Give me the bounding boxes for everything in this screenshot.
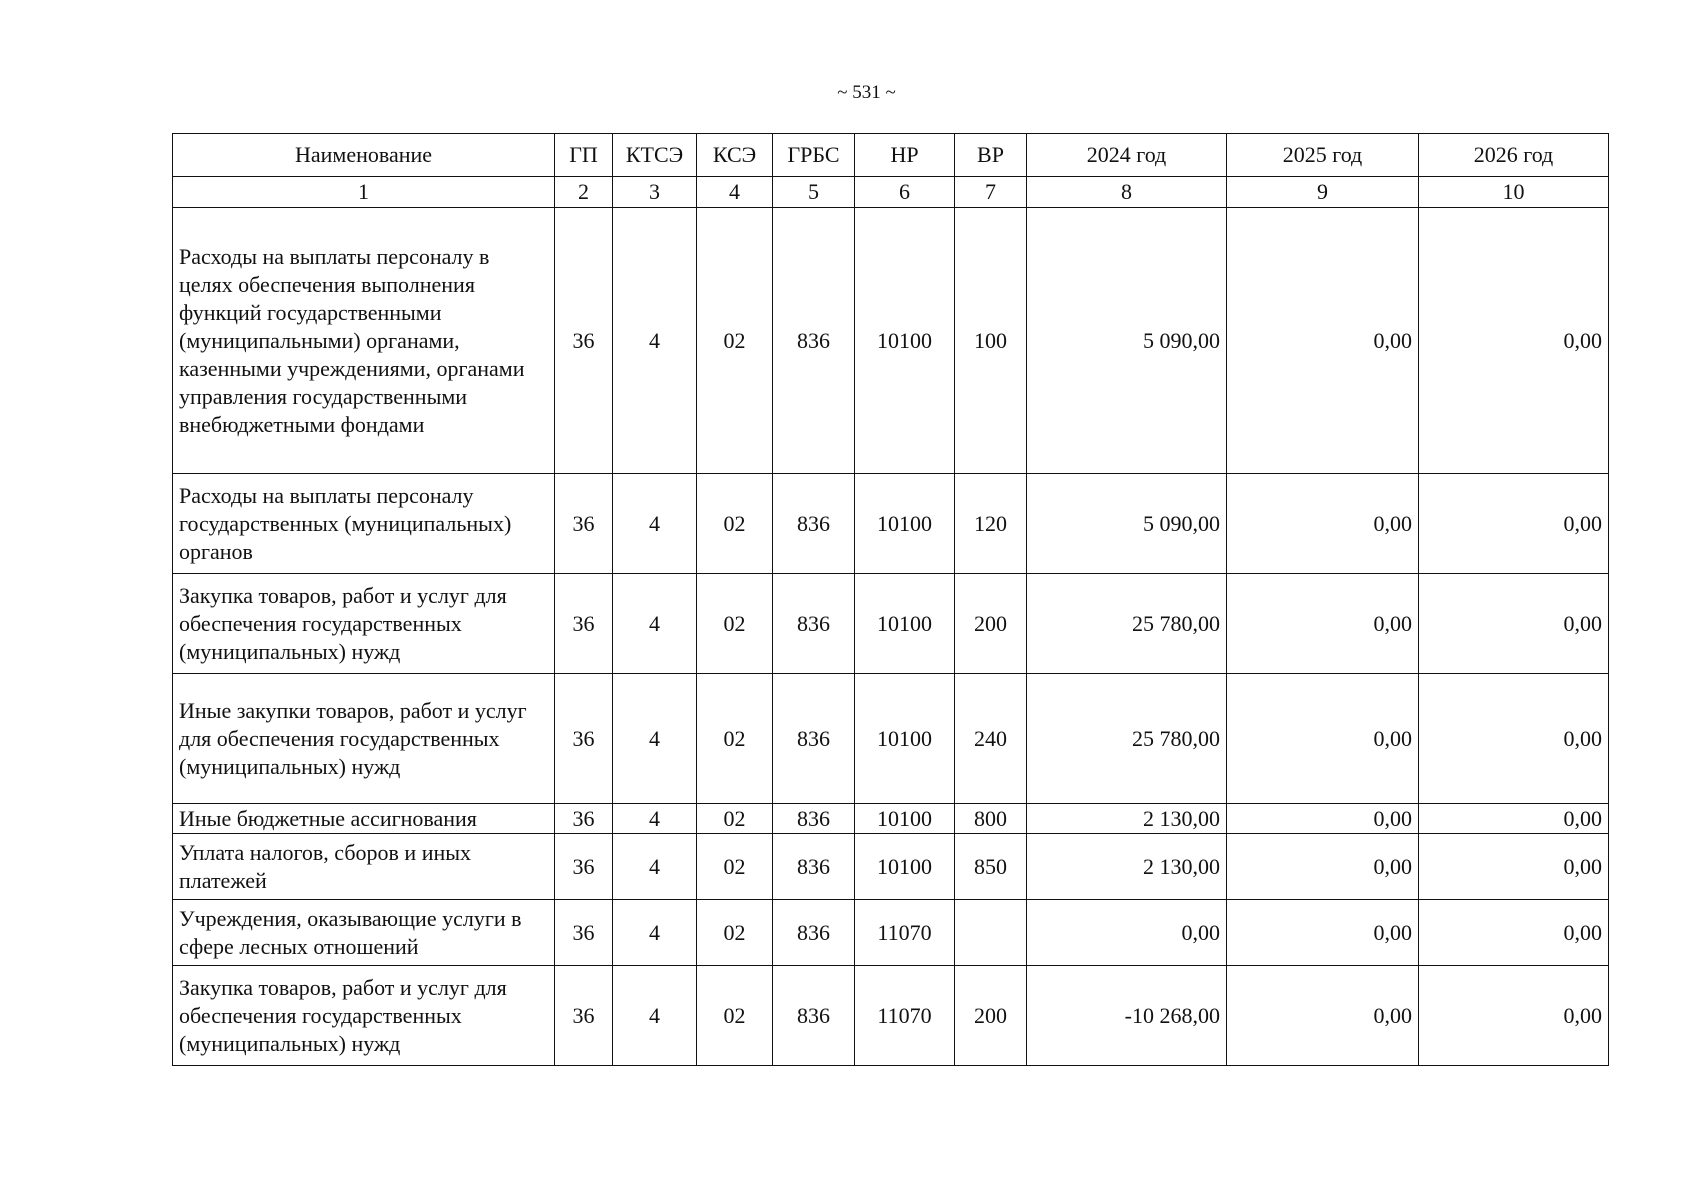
amount-2026-cell: 0,00 [1419,574,1609,674]
kse-cell: 02 [697,574,773,674]
nr-cell: 11070 [855,900,955,966]
table-row [173,208,1609,474]
vr-cell: 240 [955,674,1027,804]
vr-cell: 200 [955,574,1027,674]
ktse-cell: 4 [613,834,697,900]
amount-2025-cell: 0,00 [1227,208,1419,474]
amount-2024-cell: 5 090,00 [1027,208,1227,474]
header-ktse: КТСЭ [613,134,697,177]
amount-2026-cell: 0,00 [1419,834,1609,900]
grbs-cell: 836 [773,574,855,674]
amount-2025-cell: 0,00 [1227,804,1419,834]
vr-cell: 200 [955,966,1027,1066]
ktse-cell: 4 [613,900,697,966]
nr-cell: 10100 [855,804,955,834]
amount-2024-cell: 25 780,00 [1027,574,1227,674]
page-number: ~ 531 ~ [837,82,896,103]
vr-cell: 120 [955,474,1027,574]
row-name-cell: Расходы на выплаты персоналу в целях обеспечения выполнения функций государственными (муниципальными) органами, казенными учреждениями, органами управления государственными внебюджетными фондами [173,208,555,474]
ktse-cell: 4 [613,474,697,574]
header-grbs: ГРБС [773,134,855,177]
nr-cell: 10100 [855,574,955,674]
column-number: 6 [855,177,955,208]
amount-2024-cell: -10 268,00 [1027,966,1227,1066]
gp-cell: 36 [555,804,613,834]
table-row [173,474,1609,574]
ktse-cell: 4 [613,674,697,804]
grbs-cell: 836 [773,474,855,574]
vr-cell: 100 [955,208,1027,474]
grbs-cell: 836 [773,834,855,900]
column-number: 3 [613,177,697,208]
gp-cell: 36 [555,208,613,474]
column-number: 2 [555,177,613,208]
amount-2025-cell: 0,00 [1227,574,1419,674]
amount-2025-cell: 0,00 [1227,674,1419,804]
grbs-cell: 836 [773,674,855,804]
column-number: 10 [1419,177,1609,208]
column-number: 4 [697,177,773,208]
row-name-cell: Иные бюджетные ассигнования [173,804,555,834]
gp-cell: 36 [555,966,613,1066]
header-row [173,134,1609,177]
ktse-cell: 4 [613,208,697,474]
amount-2025-cell: 0,00 [1227,900,1419,966]
amount-2026-cell: 0,00 [1419,966,1609,1066]
amount-2026-cell: 0,00 [1419,804,1609,834]
ktse-cell: 4 [613,574,697,674]
grbs-cell: 836 [773,804,855,834]
ktse-cell: 4 [613,804,697,834]
table-row [173,574,1609,674]
grbs-cell: 836 [773,208,855,474]
amount-2024-cell: 2 130,00 [1027,804,1227,834]
grbs-cell: 836 [773,966,855,1066]
gp-cell: 36 [555,574,613,674]
gp-cell: 36 [555,674,613,804]
row-name-cell: Иные закупки товаров, работ и услуг для обеспечения государственных (муниципальных) нужд [173,674,555,804]
header-2024: 2024 год [1027,134,1227,177]
gp-cell: 36 [555,900,613,966]
column-number: 5 [773,177,855,208]
budget-table [172,133,1609,1066]
row-name-cell: Закупка товаров, работ и услуг для обеспечения государственных (муниципальных) нужд [173,574,555,674]
amount-2024-cell: 25 780,00 [1027,674,1227,804]
table-row [173,834,1609,900]
amount-2026-cell: 0,00 [1419,474,1609,574]
amount-2026-cell: 0,00 [1419,208,1609,474]
amount-2026-cell: 0,00 [1419,900,1609,966]
nr-cell: 10100 [855,674,955,804]
kse-cell: 02 [697,674,773,804]
amount-2024-cell: 0,00 [1027,900,1227,966]
amount-2025-cell: 0,00 [1227,834,1419,900]
amount-2025-cell: 0,00 [1227,966,1419,1066]
amount-2024-cell: 2 130,00 [1027,834,1227,900]
ktse-cell: 4 [613,966,697,1066]
kse-cell: 02 [697,208,773,474]
header-nr: НР [855,134,955,177]
header-vr: ВР [955,134,1027,177]
amount-2026-cell: 0,00 [1419,674,1609,804]
header-2025: 2025 год [1227,134,1419,177]
column-number: 7 [955,177,1027,208]
header-name: Наименование [173,134,555,177]
kse-cell: 02 [697,804,773,834]
row-name-cell: Учреждения, оказывающие услуги в сфере лесных отношений [173,900,555,966]
vr-cell: 800 [955,804,1027,834]
vr-cell [955,900,1027,966]
kse-cell: 02 [697,966,773,1066]
nr-cell: 10100 [855,208,955,474]
header-kse: КСЭ [697,134,773,177]
nr-cell: 10100 [855,474,955,574]
table-row [173,804,1609,834]
header-2026: 2026 год [1419,134,1609,177]
gp-cell: 36 [555,834,613,900]
amount-2025-cell: 0,00 [1227,474,1419,574]
column-number: 1 [173,177,555,208]
column-number: 9 [1227,177,1419,208]
nr-cell: 10100 [855,834,955,900]
row-name-cell: Расходы на выплаты персоналу государственных (муниципальных) органов [173,474,555,574]
kse-cell: 02 [697,900,773,966]
amount-2024-cell: 5 090,00 [1027,474,1227,574]
table-row [173,900,1609,966]
row-name-cell: Закупка товаров, работ и услуг для обеспечения государственных (муниципальных) нужд [173,966,555,1066]
grbs-cell: 836 [773,900,855,966]
header-gp: ГП [555,134,613,177]
column-number-row [173,177,1609,208]
column-number: 8 [1027,177,1227,208]
vr-cell: 850 [955,834,1027,900]
row-name-cell: Уплата налогов, сборов и иных платежей [173,834,555,900]
table-row [173,674,1609,804]
kse-cell: 02 [697,834,773,900]
nr-cell: 11070 [855,966,955,1066]
kse-cell: 02 [697,474,773,574]
gp-cell: 36 [555,474,613,574]
table-row [173,966,1609,1066]
